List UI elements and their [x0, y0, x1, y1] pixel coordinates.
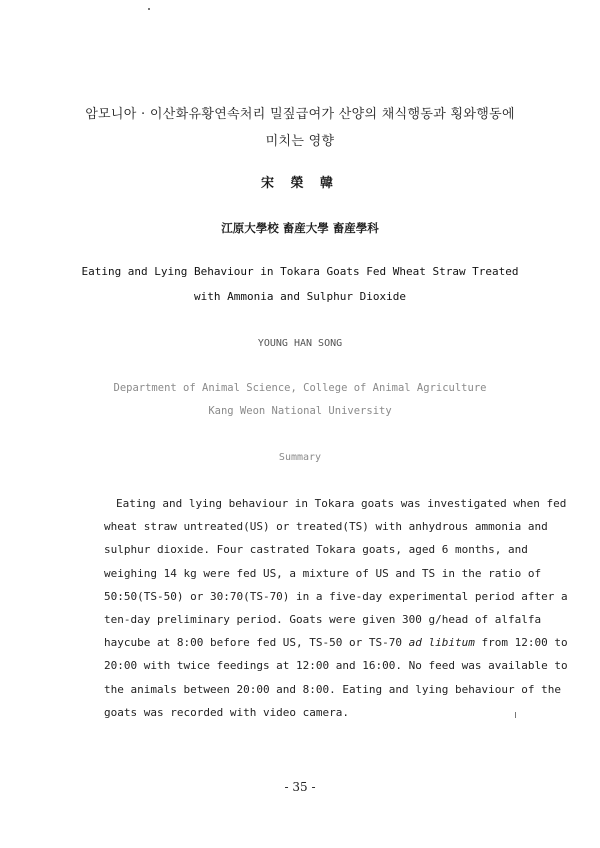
english-title-line-2: with Ammonia and Sulphur Dioxide [194, 290, 406, 303]
english-title-line-1: Eating and Lying Behaviour in Tokara Goats Fed Wheat Straw Treated [81, 265, 519, 278]
summary-line-4: weighing 14 kg were fed US, a mixture of US and TS in the ratio of [104, 567, 542, 580]
summary-line-2: wheat straw untreated(US) or treated(TS) with anhydrous ammonia and [104, 520, 548, 533]
affiliation-english-line-2: Kang Weon National University [208, 405, 392, 417]
summary-line-7-after: from 12:00 to [474, 636, 568, 649]
summary-line-7-italic: ad libitum [408, 636, 475, 649]
scan-speck [148, 8, 150, 10]
summary-line-7 [104, 636, 568, 649]
summary-heading: Summary [278, 452, 322, 463]
summary-line-10: goats was recorded with video camera. [104, 706, 350, 719]
summary-line-5: 50:50(TS-50) or 30:70(TS-70) in a five-day experimental period after a [104, 590, 568, 603]
korean-title-line-2: 미치는 영향 [265, 134, 335, 149]
summary-line-1: Eating and lying behaviour in Tokara goats was investigated when fed [116, 497, 567, 510]
summary-line-6: ten-day preliminary period. Goats were given 300 g/head of alfalfa [104, 613, 542, 626]
affiliation-korean: 江原大學校 畜産大學 畜産學科 [221, 221, 379, 235]
summary-line-7-before: haycube at 8:00 before fed US, TS-50 or TS-70 [104, 636, 409, 649]
summary-line-8: 20:00 with twice feedings at 12:00 and 16:00. No feed was available to [104, 659, 568, 672]
scan-speck [515, 712, 516, 718]
summary-line-3: sulphur dioxide. Four castrated Tokara goats, aged 6 months, and [104, 543, 528, 556]
author-english: YOUNG HAN SONG [257, 338, 343, 349]
korean-title-line-1: 암모니아 · 이산화유황연속처리 밀짚급여가 산양의 채식행동과 횡와행동에 [85, 107, 515, 122]
author-korean: 宋 榮 韓 [260, 176, 340, 191]
page-number: - 35 - [284, 780, 316, 794]
affiliation-english-line-1: Department of Animal Science, College of Animal Agriculture [113, 382, 487, 394]
summary-line-9: the animals between 20:00 and 8:00. Eating and lying behaviour of the [104, 683, 561, 696]
